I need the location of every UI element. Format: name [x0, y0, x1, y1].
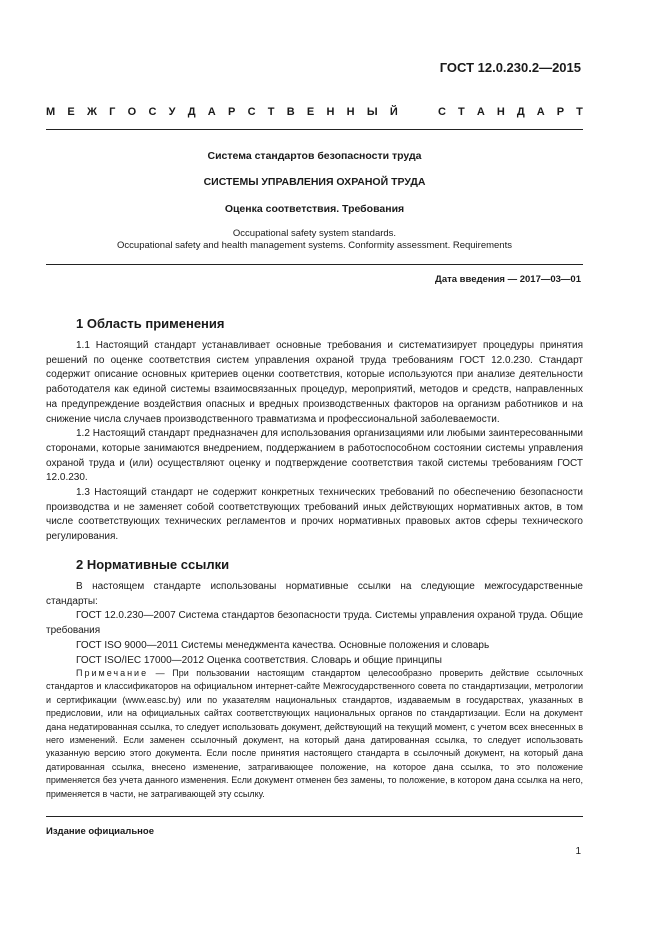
- references-intro: В настоящем стандарте использованы нормативные ссылки на следующие межгосударственные стандарты:: [46, 581, 583, 607]
- system-title: Система стандартов безопасности труда: [207, 150, 422, 162]
- note-block: [46, 667, 583, 801]
- subtitle: Оценка соответствия. Требования: [224, 203, 405, 215]
- banner-word-standard: С Т А Н Д А Р Т: [438, 106, 583, 118]
- gost-number: ГОСТ 12.0.230.2—2015: [439, 60, 581, 75]
- top-divider: [46, 129, 583, 130]
- section1-heading: 1 Область применения: [76, 316, 225, 331]
- section1-body: [46, 339, 583, 545]
- section2-heading: 2 Нормативные ссылки: [76, 557, 230, 572]
- banner-word-interstate: М Е Ж Г О С У Д А Р С Т В Е Н Н Ы Й: [46, 106, 398, 118]
- section2-body: [46, 580, 583, 668]
- main-title: СИСТЕМЫ УПРАВЛЕНИЯ ОХРАНОЙ ТРУДА: [203, 176, 426, 188]
- paragraph-1-1: 1.1 Настоящий стандарт устанавливает основные требования и систематизирует процедуры принятия решений по оценке соответствия систем управления охраной труда требованиям ГОСТ 12.0.230. Стандарт содержит описание основных критериев оценки соответствия, которые используются при анализе деятельности работодателя как единой системы взаимосвязанных процедур, мероприятий, методов и средств, направленных на предупреждение воздействия опасных и вредных производственных факторов на организм работников и на снижение числа случаев производственного травматизма и профессиональной заболеваемости.: [46, 340, 583, 425]
- interstate-standard-banner: [46, 106, 583, 118]
- introduction-date: Дата введения — 2017—03—01: [435, 274, 581, 285]
- reference-item: ГОСТ ISO 9000—2011 Системы менеджмента качества. Основные положения и словарь: [76, 639, 490, 651]
- footer-divider: [46, 816, 583, 817]
- reference-item: ГОСТ 12.0.230—2007 Система стандартов безопасности труда. Системы управления охраной труда. Общие требования: [46, 610, 583, 637]
- paragraph-1-3: 1.3 Настоящий стандарт не содержит конкретных технических требований по обеспечению безопасности производства и не заменяет собой соответствующих требований иных действующих нормативных актов, в том числе соответствующих технических регламентов и прочих нормативных правовых актов сферы технического регулирования.: [46, 487, 583, 543]
- paragraph-1-2: 1.2 Настоящий стандарт предназначен для использования организациями или любыми заинтересованными сторонами, которые занимаются внедрением, поддержанием в работоспособном состоянии системы управления охраной труда и (или) осуществляют оценку и подтверждение соответствия такой системы требованиям ГОСТ 12.0.230.: [46, 428, 583, 484]
- note-text: — При пользовании настоящим стандартом целесообразно проверить действие ссылочных стандартов и классификаторов на официальном интернет-сайте Межгосударственного совета по стандартизации, метрологии и сертификации (www.easc.by) или по указателям национальных стандартов, издаваемым в государствах, указанных в предисловии, или на официальных сайтах соответствующих национальных органов по стандартизации. Если на документ дана недатированная ссылка, то следует использовать документ, действующий на текущий момент, с учетом всех внесенных в него изменений. Если заменен ссылочный документ, на который дана датированная ссылка, то следует использовать указанную версию этого документа. Если после принятия настоящего стандарта в ссылочный документ, на который дана датированная ссылка, внесено изменение, затрагивающее положение, на которое дана ссылка, то это положение применяется без учета данного изменения. Если документ отменен без замены, то положение, в котором дана ссылка на него, применяется в части, не затрагивающей эту ссылку.: [46, 668, 583, 799]
- page-number: 1: [575, 846, 581, 857]
- english-title-line2: Occupational safety and health management systems. Conformity assessment. Requirements: [117, 240, 512, 251]
- edition-label: Издание официальное: [46, 826, 154, 837]
- title-divider: [46, 264, 583, 265]
- english-title-line1: Occupational safety system standards.: [232, 228, 397, 239]
- reference-item: ГОСТ ISO/IEC 17000—2012 Оценка соответствия. Словарь и общие принципы: [76, 654, 442, 666]
- note-label: Примечание: [76, 668, 149, 678]
